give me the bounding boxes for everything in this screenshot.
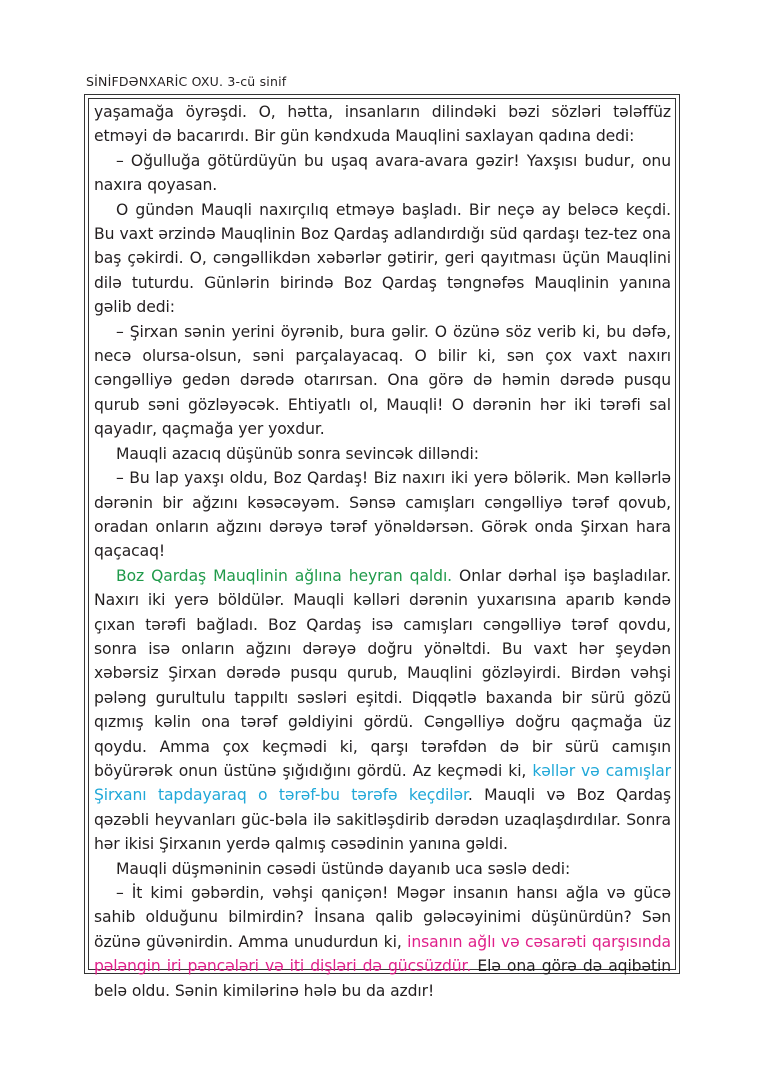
- text-segment: . Mauqli və Boz Qardaş qəzəbli heyvanları güc-bəla ilə sakitləşdirib dərədən uzaqlaşdırdılar. Sonra hər ikisi Şirxanın yerdə qalmış cəsədinin yanına gəldi.: [94, 786, 671, 854]
- story-text: [94, 100, 671, 1003]
- text-segment: – Şirxan sənin yerini öyrənib, bura gəlir. O özünə söz verib ki, bu dəfə, necə olursa-olsun, səni parçalayacaq. O bilir ki, sən çox vaxt naxırı cəngəlliyə gedən dərədə otarırsan. Ona görə də həmin dərədə pusqu qurub səni gözləyəcək. Ehtiyatlı ol, Mauqli! O dərənin hər iki tərəfi sal qayadır, qaçmağa yer yoxdur.: [94, 322, 671, 439]
- story-paragraph: [94, 564, 671, 857]
- story-paragraph: [94, 198, 671, 320]
- highlighted-phrase: Boz Qardaş Mauqlinin ağlına heyran qaldı.: [116, 566, 453, 585]
- text-segment: – Oğulluğa götürdüyün bu uşaq avara-avara gəzir! Yaxşısı budur, onu naxıra qoyasan.: [94, 151, 671, 195]
- dialogue-paragraph: [94, 466, 671, 564]
- story-paragraph: [94, 442, 671, 466]
- text-segment: yaşamağa öyrəşdi. O, hətta, insanların dilindəki bəzi sözləri tələffüz etməyi də bacarırdı. Bir gün kəndxuda Mauqlini saxlayan qadına dedi:: [94, 103, 671, 146]
- highlighted-phrase: kəllər və camışlar Şirxanı tapdayaraq o tərəf-bu tərəfə keçdilər: [94, 761, 671, 805]
- text-segment: Elə ona görə də aqibətin belə oldu. Sənin kimilərinə hələ bu da azdır!: [94, 957, 672, 1000]
- dialogue-paragraph: [94, 881, 671, 1003]
- dialogue-paragraph: [94, 149, 671, 198]
- text-segment: O gündən Mauqli naxırçılıq etməyə başladı. Bir neçə ay beləcə keçdi. Bu vaxt ərzində Mauqlinin Boz Qardaş adlandırdığı süd qardaşı tez-tez ona baş çəkirdi. O, cəngəllikdən xəbərlər gətirir, geri qayıtması üçün Mauqlini dilə tuturdu. Günlərin birində Boz Qardaş təngnəfəs Mauqlinin yanına gəlib dedi:: [94, 200, 671, 317]
- text-segment: – Bu lap yaxşı oldu, Boz Qardaş! Biz naxırı iki yerə bölərik. Mən kəllərlə dərənin bir ağzını kəsəcəyəm. Sənsə camışları cəngəlliyə tərəf qovub, oradan onların ağzını dərəyə tərəf yönəldərsən. Görək onda Şirxan hara qaçacaq!: [94, 469, 671, 561]
- text-segment: Mauqli azacıq düşünüb sonra sevincək dilləndi:: [116, 444, 479, 463]
- text-segment: – İt kimi gəbərdin, vəhşi qaniçən! Məgər insanın hansı ağla və gücə sahib olduğunu bilmirdin? İnsana qalib gələcəyinimi düşünürdün? Sən özünə güvənirdin. Amma unudurdun ki,: [94, 884, 671, 951]
- text-segment: Mauqli düşməninin cəsədi üstündə dayanıb uca səslə dedi:: [116, 859, 571, 878]
- highlighted-phrase: insanın ağlı və cəsarəti qarşısında pələngin iri pəncələri və iti dişləri də gücsüzdür.: [94, 932, 671, 976]
- dialogue-paragraph: [94, 320, 671, 442]
- running-header: SİNİFDƏNXARİC OXU. 3-cü sinif: [86, 74, 287, 89]
- story-paragraph: [94, 100, 671, 149]
- text-segment: Onlar dərhal işə başladılar. Naxırı iki yerə böldülər. Mauqli kəlləri dərənin yuxarısına aparıb kəndə çıxan tərəfi bağladı. Boz Qardaş isə camışları cəngəlliyə tərəf qovdu, sonra isə onların ağzını dərəyə doğru yönəltdi. Bu vaxt hər şeydən xəbərsiz Şirxan dərədə pusqu qurub, Mauqlini gözləyirdi. Birdən vəhşi pələng gurultulu tappıltı səsləri eşitdi. Diqqətlə baxanda bir sürü gözü qızmış kəlin ona tərəf gəldiyini gördü. Cəngəlliyə doğru qaçmağa üz qoydu. Amma çox keçmədi ki, qarşı tərəfdən də bir sürü camışın böyürərək onun üstünə şığıdığını gördü. Az keçmədi ki,: [94, 566, 672, 780]
- story-paragraph: [94, 857, 671, 881]
